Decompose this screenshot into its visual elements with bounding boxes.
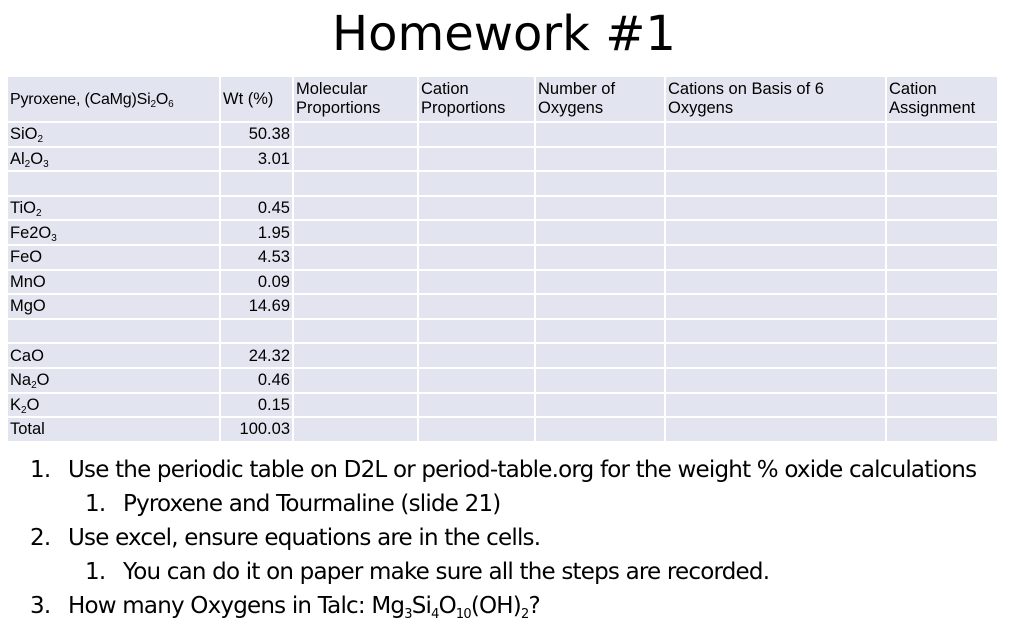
note-number: 2.	[30, 525, 51, 551]
empty-cell	[536, 369, 666, 394]
oxide-cell: $Na_2O$	[8, 369, 221, 394]
table-row	[8, 123, 999, 148]
header-wt: Wt (%)	[221, 77, 294, 123]
wt-cell: 0.45	[221, 197, 294, 222]
note-number: 3.	[30, 593, 51, 619]
wt-cell: 50.38	[221, 123, 294, 148]
empty-cell	[666, 123, 887, 148]
empty-cell	[536, 271, 666, 296]
empty-cell	[887, 246, 999, 271]
empty-cell	[887, 148, 999, 173]
empty-cell	[294, 320, 419, 345]
empty-cell	[887, 172, 999, 197]
empty-cell	[294, 148, 419, 173]
note-text: Use the periodic table on D2L or period-table.org for the weight % oxide calculations	[68, 457, 977, 483]
empty-cell	[887, 123, 999, 148]
header-molecular-proportions: Molecular Proportions	[294, 77, 419, 123]
slide-title: Homework #1	[332, 6, 676, 62]
header-cation-assignment: Cation Assignment	[887, 77, 999, 123]
empty-cell	[294, 246, 419, 271]
empty-cell	[419, 418, 536, 443]
empty-cell	[887, 197, 999, 222]
instructions-list	[30, 453, 976, 623]
oxide-cell: CaO	[8, 344, 221, 369]
empty-cell	[419, 148, 536, 173]
wt-cell: 4.53	[221, 246, 294, 271]
empty-cell	[419, 123, 536, 148]
empty-cell	[536, 418, 666, 443]
empty-cell	[887, 320, 999, 345]
table-row	[8, 221, 999, 246]
table-row	[8, 197, 999, 222]
empty-cell	[294, 172, 419, 197]
empty-cell	[294, 123, 419, 148]
oxide-cell: SiO$_2$	[8, 123, 221, 148]
wt-cell: 0.46	[221, 369, 294, 394]
mineral-table	[8, 77, 999, 443]
empty-cell	[666, 197, 887, 222]
empty-cell	[887, 344, 999, 369]
oxide-cell: TiO$_2$	[8, 197, 221, 222]
header-cations-on-basis: Cations on Basis of 6 Oxygens	[666, 77, 887, 123]
table-row	[8, 344, 999, 369]
wt-cell	[221, 320, 294, 345]
empty-cell	[666, 369, 887, 394]
wt-cell: 0.09	[221, 271, 294, 296]
empty-cell	[887, 394, 999, 419]
wt-cell: 100.03	[221, 418, 294, 443]
empty-cell	[294, 197, 419, 222]
empty-cell	[294, 295, 419, 320]
oxide-cell	[8, 172, 221, 197]
empty-cell	[419, 197, 536, 222]
empty-cell	[419, 344, 536, 369]
oxide-cell: MnO	[8, 271, 221, 296]
wt-cell: 0.15	[221, 394, 294, 419]
note-text: Use excel, ensure equations are in the cells.	[68, 525, 541, 551]
empty-cell	[887, 369, 999, 394]
empty-cell	[666, 221, 887, 246]
empty-cell	[536, 246, 666, 271]
empty-cell	[419, 320, 536, 345]
oxide-cell: $K_2O$	[8, 394, 221, 419]
table-row	[8, 320, 999, 345]
oxide-cell	[8, 320, 221, 345]
wt-cell: 3.01	[221, 148, 294, 173]
empty-cell	[666, 172, 887, 197]
oxide-cell: $Al_2O_3$	[8, 148, 221, 173]
empty-cell	[294, 271, 419, 296]
wt-cell: 1.95	[221, 221, 294, 246]
empty-cell	[536, 148, 666, 173]
table-row	[8, 246, 999, 271]
note-text: You can do it on paper make sure all the steps are recorded.	[123, 559, 770, 585]
empty-cell	[294, 394, 419, 419]
note-text: How many Oxygens in Talc: $Mg_3Si_4O_{10}(OH)_2$?	[68, 593, 540, 622]
empty-cell	[536, 394, 666, 419]
header-oxide: Pyroxene, $(CaMg)Si_2O_6$	[8, 77, 221, 123]
empty-cell	[887, 221, 999, 246]
empty-cell	[666, 320, 887, 345]
empty-cell	[419, 295, 536, 320]
wt-cell: 24.32	[221, 344, 294, 369]
empty-cell	[666, 344, 887, 369]
note-item-3	[30, 589, 976, 623]
table-row	[8, 172, 999, 197]
empty-cell	[294, 221, 419, 246]
note-number: 1.	[85, 559, 106, 585]
header-cation-proportions: Cation Proportions	[419, 77, 536, 123]
header-row	[8, 77, 999, 123]
wt-cell: 14.69	[221, 295, 294, 320]
empty-cell	[536, 123, 666, 148]
empty-cell	[419, 394, 536, 419]
oxide-cell: $Fe2O_3$	[8, 221, 221, 246]
wt-cell	[221, 172, 294, 197]
empty-cell	[887, 418, 999, 443]
empty-cell	[666, 295, 887, 320]
empty-cell	[536, 197, 666, 222]
empty-cell	[666, 246, 887, 271]
empty-cell	[419, 369, 536, 394]
empty-cell	[666, 394, 887, 419]
empty-cell	[666, 148, 887, 173]
empty-cell	[536, 172, 666, 197]
empty-cell	[666, 418, 887, 443]
empty-cell	[294, 418, 419, 443]
empty-cell	[536, 320, 666, 345]
empty-cell	[419, 246, 536, 271]
table-row	[8, 418, 999, 443]
empty-cell	[419, 271, 536, 296]
oxide-cell: Total	[8, 418, 221, 443]
table-row	[8, 148, 999, 173]
note-subitem-2-1	[30, 555, 976, 589]
note-item-1	[30, 453, 976, 487]
note-text: Pyroxene and Tourmaline (slide 21)	[123, 491, 501, 517]
note-item-2	[30, 521, 976, 555]
oxide-cell: FeO	[8, 246, 221, 271]
empty-cell	[887, 295, 999, 320]
table-row	[8, 369, 999, 394]
empty-cell	[419, 172, 536, 197]
empty-cell	[294, 344, 419, 369]
table-row	[8, 271, 999, 296]
note-subitem-1-1	[30, 487, 976, 521]
header-number-of-oxygens: Number of Oxygens	[536, 77, 666, 123]
table-row	[8, 295, 999, 320]
empty-cell	[536, 295, 666, 320]
empty-cell	[536, 344, 666, 369]
note-number: 1.	[85, 491, 106, 517]
note-number: 1.	[30, 457, 51, 483]
oxide-cell: MgO	[8, 295, 221, 320]
empty-cell	[536, 221, 666, 246]
table-row	[8, 394, 999, 419]
empty-cell	[294, 369, 419, 394]
empty-cell	[666, 271, 887, 296]
empty-cell	[419, 221, 536, 246]
empty-cell	[887, 271, 999, 296]
